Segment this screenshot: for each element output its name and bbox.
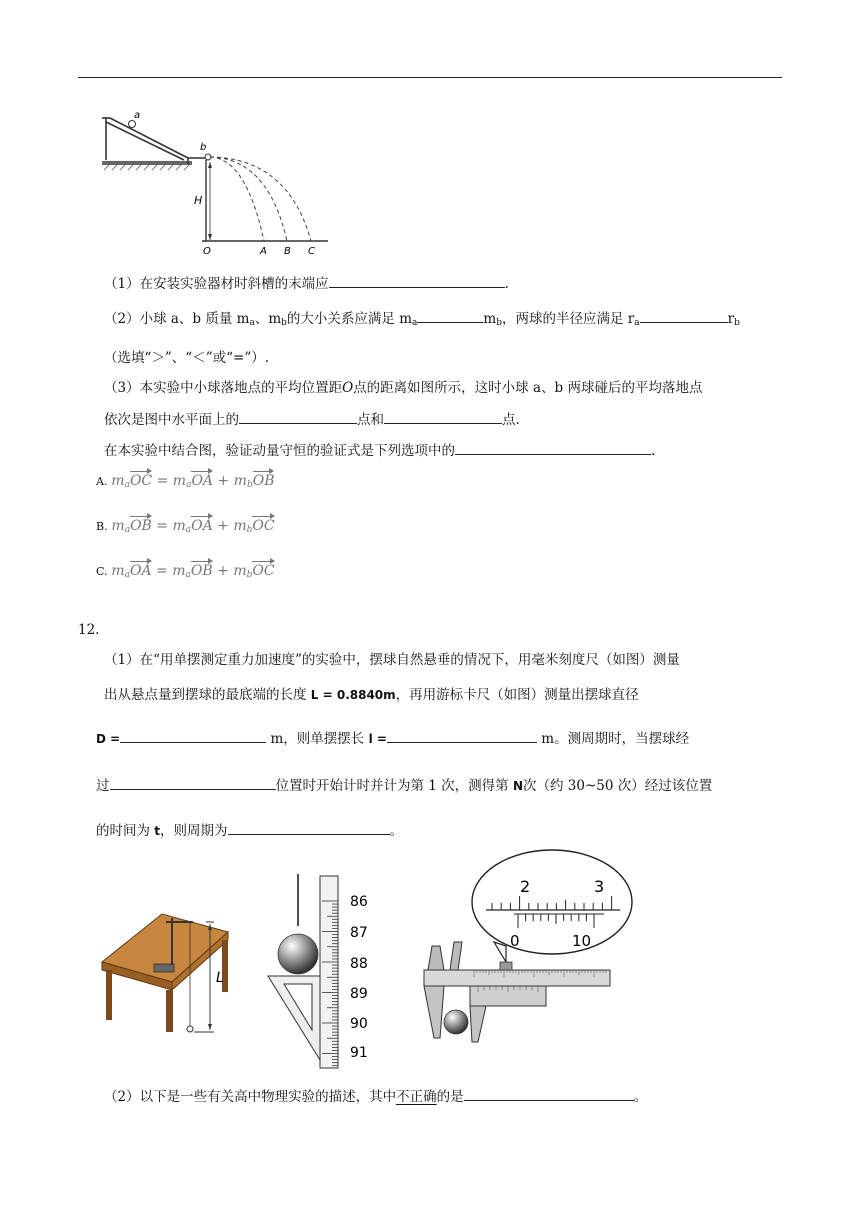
vernier-scale-10: 10: [572, 932, 592, 950]
option-a[interactable]: A. $m_aOC = m_aOA + m_bOB$: [96, 473, 275, 490]
ruler-label-86: 86: [350, 894, 368, 910]
q12-part1-line2: 出从悬点量到摆球的最底端的长度 L = 0.8840m，再用游标卡尺（如图）测量出摆球直径: [104, 687, 639, 703]
q11-select-hint: （选填“＞”、“＜”或“=”）.: [104, 350, 270, 366]
main-scale-3: 3: [594, 877, 605, 896]
q12-part1-line1: （1）在“用单摆测定重力加速度”的实验中，摆球自然悬垂的情况下，用毫米刻度尺（如图）测量: [104, 652, 680, 668]
label-H: H: [194, 194, 203, 207]
main-scale-2: 2: [520, 877, 531, 896]
q12-part2: （2）以下是一些有关高中物理实验的描述，其中不正确的是 。: [104, 1086, 647, 1107]
ruler-label-90: 90: [350, 1016, 368, 1032]
q11-part3-line2: 依次是图中水平面上的 点和 点.: [104, 409, 520, 430]
answer-blank-8[interactable]: [387, 728, 537, 743]
label-L: L: [216, 970, 224, 986]
ruler-label-87: 87: [350, 925, 368, 941]
q11-part4: 在本实验中结合图，验证动量守恒的验证式是下列选项中的 .: [104, 440, 655, 461]
q11-part3-line1: （3）本实验中小球落地点的平均位置距O点的距离如图所示，这时小球 a、b 两球碰后的平均落地点: [104, 380, 703, 396]
q12-part1-line4: 过 位置时开始计时并计为第 1 次，测得第 N次（约 30~50 次）经过该位置: [96, 775, 712, 796]
answer-blank-7[interactable]: [120, 728, 266, 743]
ruler-label-88: 88: [350, 956, 368, 972]
label-A: A: [260, 246, 267, 257]
incline-trajectory-figure: [96, 100, 336, 260]
label-B: B: [284, 246, 291, 257]
option-b[interactable]: B. $m_aOB = m_aOA + m_bOC$: [96, 518, 275, 535]
answer-blank-2[interactable]: [417, 308, 483, 323]
q11-part2: （2）小球 a、b 质量 $m_a$、$m_b$的大小关系应满足 $m_a$ $m_b$，两球的半径应满足 $r_a$ $r_b$: [104, 308, 740, 333]
pendulum-table-figure: [98, 910, 238, 1040]
ruler-ball-figure: [262, 870, 382, 1070]
vernier-scale-0: 0: [510, 932, 520, 950]
answer-blank-4[interactable]: [239, 409, 357, 424]
vernier-caliper-figure: [414, 842, 634, 1052]
ruler-label-89: 89: [350, 986, 368, 1002]
label-a: a: [134, 110, 141, 121]
q12-number: 12.: [78, 622, 100, 638]
ruler-label-91: 91: [350, 1045, 368, 1061]
option-c[interactable]: C. $m_aOA = m_aOB + m_bOC$: [96, 563, 275, 580]
answer-blank-9[interactable]: [110, 775, 276, 790]
q12-part1-line5: 的时间为 t，则周期为 。: [96, 820, 403, 841]
q12-part1-line3: D = m，则单摆摆长 l = m。测周期时，当摆球经: [96, 728, 689, 749]
label-b: b: [200, 142, 207, 153]
label-O: O: [203, 246, 211, 257]
answer-blank-5[interactable]: [384, 409, 502, 424]
answer-blank-3[interactable]: [640, 308, 728, 323]
label-C: C: [308, 246, 315, 257]
header-rule: [78, 77, 782, 78]
answer-blank-6[interactable]: [455, 440, 651, 455]
answer-blank-11[interactable]: [464, 1086, 634, 1101]
answer-blank-10[interactable]: [228, 820, 390, 835]
q11-part1: （1）在安装实验器材时斜槽的末端应 .: [104, 273, 509, 294]
answer-blank-1[interactable]: [329, 273, 505, 288]
